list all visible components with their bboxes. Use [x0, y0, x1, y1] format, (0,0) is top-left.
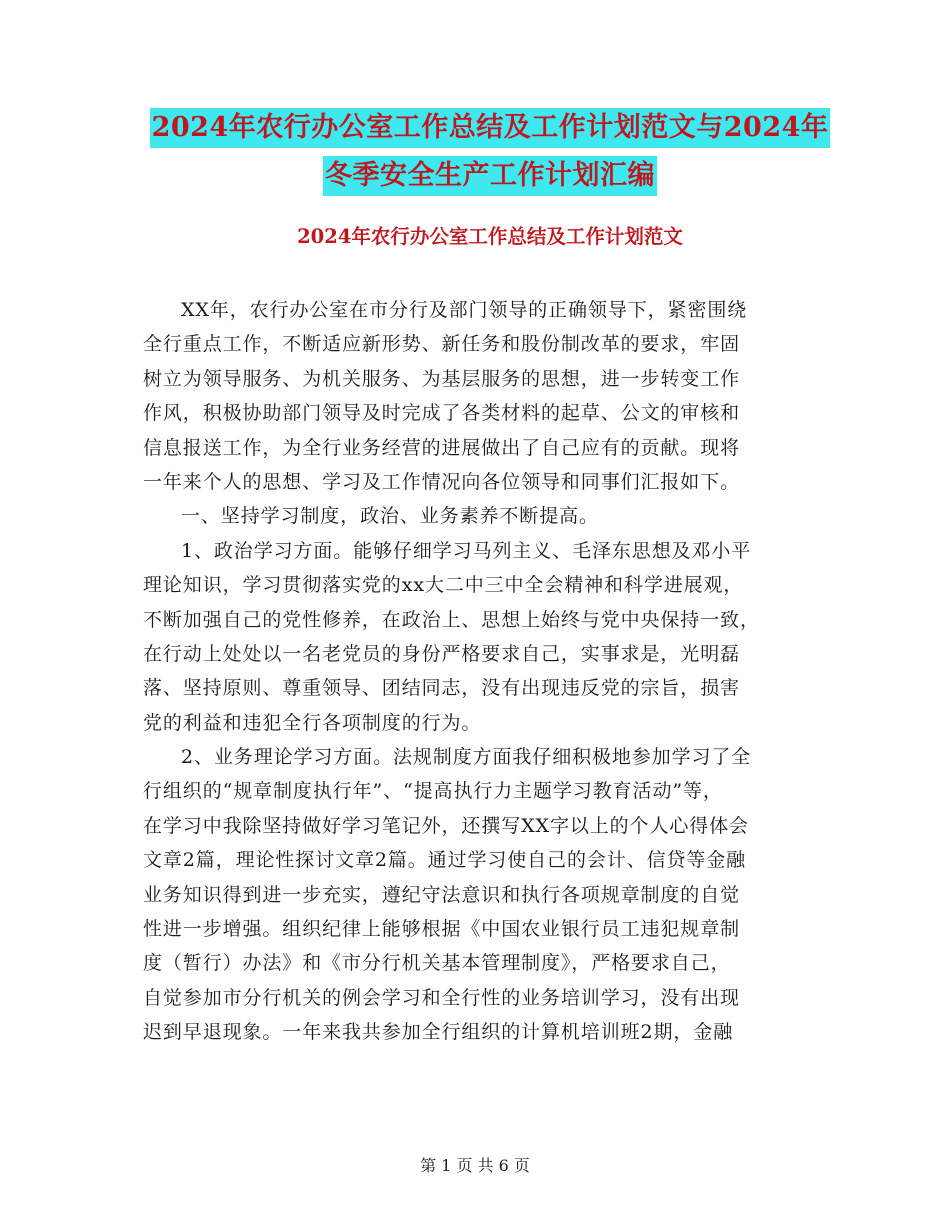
body-line: 不断加强自己的党性修养，在政治上、思想上始终与党中央保持一致， — [143, 608, 760, 631]
section-heading: 2024年农行办公室工作总结及工作计划范文 — [297, 225, 683, 248]
body-line: XX年，农行办公室在市分行及部门领导的正确领导下，紧密围绕 — [181, 299, 748, 321]
body-line: 文章2篇，理论性探讨文章2篇。通过学习使自己的会计、信贷等金融 — [143, 849, 747, 872]
body-line: 行组织的“规章制度执行年”、“提高执行力主题学习教育活动”等， — [143, 780, 723, 803]
body-line: 树立为领导服务、为机关服务、为基层服务的思想，进一步转变工作 — [143, 367, 741, 390]
document-title — [140, 108, 840, 204]
body-line: 1、政治学习方面。能够仔细学习马列主义、毛泽东思想及邓小平 — [181, 539, 752, 562]
body-text — [143, 293, 808, 1050]
body-line: 在行动上处处以一名老党员的身份严格要求自己，实事求是，光明磊 — [143, 642, 741, 665]
body-line: 落、坚持原则、尊重领导、团结同志，没有出现违反党的宗旨，损害 — [143, 677, 741, 700]
document-title-line-2: 冬季安全生产工作计划汇编 — [323, 156, 657, 196]
page-number-footer: 第 1 页 共 6 页 — [420, 1156, 530, 1175]
body-line: 迟到早退现象。一年来我共参加全行组织的计算机培训班2期，金融 — [143, 1021, 734, 1044]
body-line: 一、坚持学习制度，政治、业务素养不断提高。 — [181, 505, 599, 528]
body-line: 在学习中我除坚持做好学习笔记外，还撰写XX字以上的个人心得体会 — [143, 814, 749, 837]
body-line: 自觉参加市分行机关的例会学习和全行性的业务培训学习，没有出现 — [143, 986, 741, 1009]
body-line: 理论知识，学习贯彻落实党的xx大二中三中全会精神和科学进展观， — [143, 574, 744, 597]
body-line: 业务知识得到进一步充实，遵纪守法意识和执行各项规章制度的自觉 — [143, 883, 741, 906]
body-line: 党的利益和违犯全行各项制度的行为。 — [143, 711, 482, 734]
body-line: 信息报送工作，为全行业务经营的进展做出了自己应有的贡献。现将 — [143, 436, 741, 459]
body-line: 一年来个人的思想、学习及工作情况向各位领导和同事们汇报如下。 — [143, 470, 741, 493]
body-line: 全行重点工作，不断适应新形势、新任务和股份制改革的要求，牢固 — [143, 333, 741, 356]
body-line: 作风，积极协助部门领导及时完成了各类材料的起草、公文的审核和 — [143, 402, 741, 425]
body-line: 性进一步增强。组织纪律上能够根据《中国农业银行员工违犯规章制 — [143, 918, 741, 941]
document-title-line-1: 2024年农行办公室工作总结及工作计划范文与2024年 — [150, 108, 831, 148]
body-line: 度（暂行）办法》和《市分行机关基本管理制度》，严格要求自己， — [143, 952, 731, 975]
body-line: 2、业务理论学习方面。法规制度方面我仔细积极地参加学习了全 — [181, 746, 752, 769]
